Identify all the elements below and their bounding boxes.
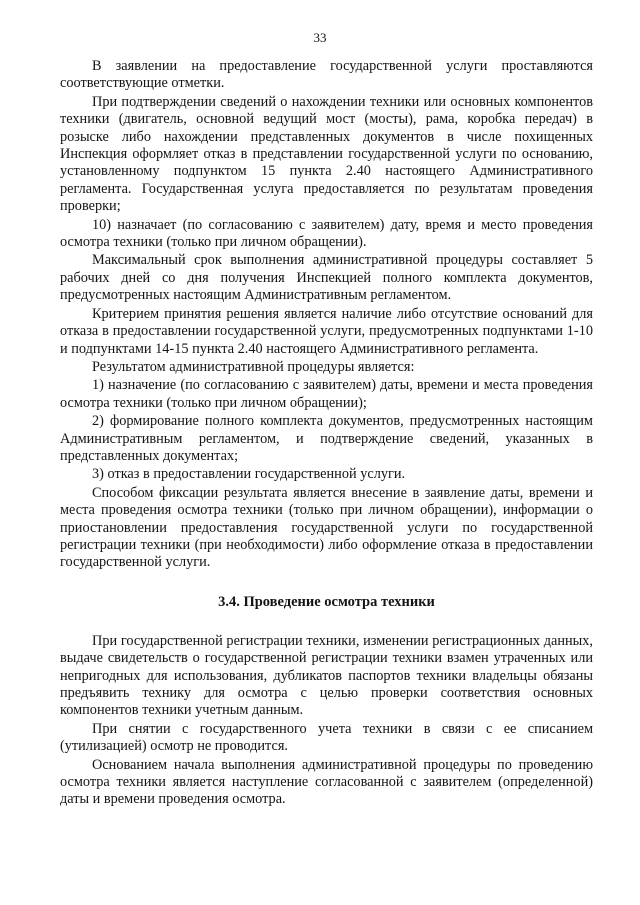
paragraph: 2) формирование полного комплекта документов, предусмотренных настоящим Административным регламентом, и подтверждение сведений, указанных в представленных документах; bbox=[60, 413, 593, 464]
paragraph: При подтверждении сведений о нахождении техники или основных компонентов техники (двигатель, основной ведущий мост (мосты), рама, коробка передач) в розыске либо нахождении представленных документов в числе похищенных Инспекция оформляет отказ в представлении государственной услуги по основанию, установленному подпунктом 15 пункта 2.40 настоящего Административного регламента. Государственная услуга предоставляется по результатам проведения проверки; bbox=[60, 93, 593, 215]
paragraph: 10) назначает (по согласованию с заявителем) дату, время и место проведения осмотра техники (только при личном обращении). bbox=[60, 216, 593, 251]
paragraph: В заявлении на предоставление государственной услуги проставляются соответствующие отметки. bbox=[60, 58, 593, 92]
paragraph: Результатом административной процедуры является: bbox=[92, 358, 415, 375]
paragraph: 1) назначение (по согласованию с заявителем) даты, времени и места проведения осмотра техники (только при личном обращении); bbox=[60, 377, 593, 411]
section-heading: 3.4. Проведение осмотра техники bbox=[218, 593, 435, 610]
paragraph: При государственной регистрации техники, изменении регистрационных данных, выдаче свидетельств о государственной регистрации техники взамен утраченных или непригодных для использования, дубликатов паспортов техники владельцы обязаны предъявить технику для осмотра с целью проверки соответствия основных компонентов техники учетным данным. bbox=[60, 632, 593, 719]
paragraph: Основанием начала выполнения административной процедуры по проведению осмотра техники является наступление согласованной с заявителем (определенной) даты и времени проведения осмотра. bbox=[60, 756, 593, 808]
paragraph: Критерием принятия решения является наличие либо отсутствие оснований для отказа в предоставлении государственной услуги, предусмотренных подпунктами 1-10 и подпунктами 14-15 пункта 2.40 настоящего Административного регламента. bbox=[60, 305, 593, 357]
page-number: 33 bbox=[313, 30, 327, 45]
paragraph: 3) отказ в предоставлении государственной услуги. bbox=[92, 466, 406, 483]
paragraph: При снятии с государственного учета техники в связи с ее списанием (утилизацией) осмотр не проводится. bbox=[60, 720, 593, 755]
paragraph: Максимальный срок выполнения административной процедуры составляет 5 рабочих дней со дня получения Инспекцией полного комплекта документов, предусмотренных настоящим Административным регламентом. bbox=[60, 252, 593, 304]
document-body bbox=[60, 58, 593, 809]
paragraph: Способом фиксации результата является внесение в заявление даты, времени и места проведения осмотра техники (только при личном обращении), информации о приостановлении предоставления государственной услуги по государственной регистрации техники (при необходимости) либо оформление отказа в предоставлении государственной услуги. bbox=[60, 484, 593, 571]
